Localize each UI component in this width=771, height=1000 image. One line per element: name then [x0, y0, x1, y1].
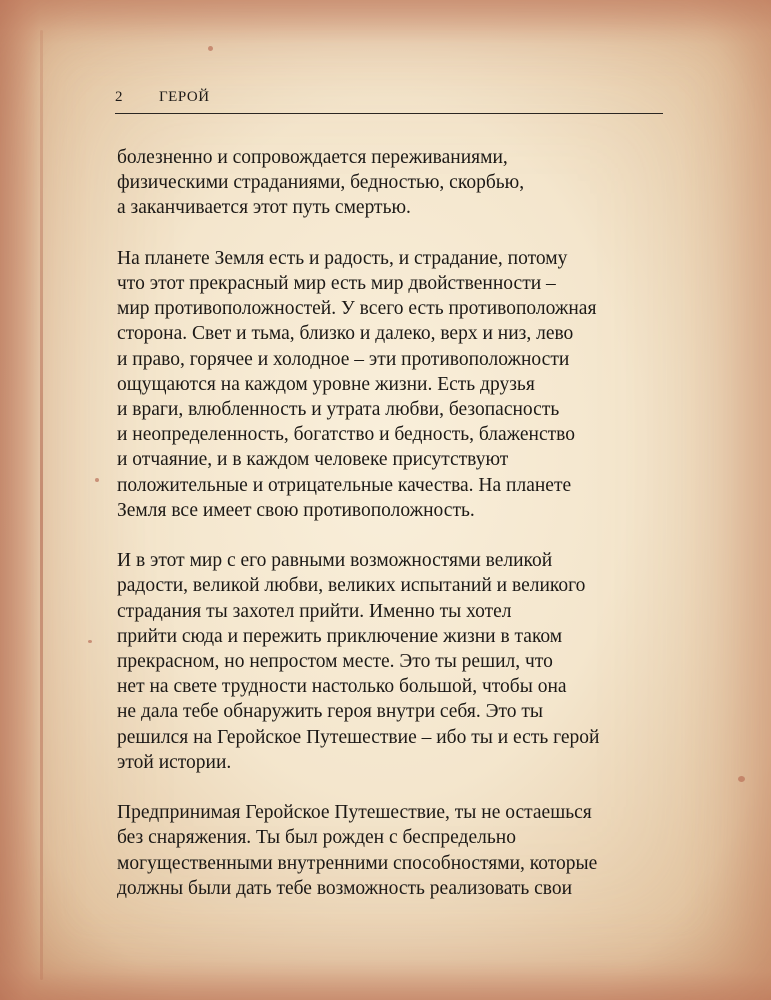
- page-binding: [0, 0, 40, 1000]
- page-number: 2: [115, 89, 123, 105]
- text-line: прийти сюда и пережить приключение жизни в таком: [117, 625, 563, 647]
- paragraph: [117, 145, 677, 221]
- text-line: решился на Геройское Путешествие – ибо ты и есть герой: [117, 726, 600, 748]
- text-line: мир противоположностей. У всего есть противоположная: [117, 298, 597, 320]
- text-line: физическими страданиями, бедностью, скорбью,: [117, 172, 525, 194]
- text-line: этой истории.: [117, 751, 232, 773]
- text-line: Предпринимая Геройское Путешествие, ты не остаешься: [117, 802, 592, 824]
- text-line: положительные и отрицательные качества. На планете: [117, 474, 572, 496]
- paragraph: [117, 246, 677, 523]
- text-line: прекрасном, но непростом месте. Это ты решил, что: [117, 651, 553, 673]
- stain-spot: [208, 46, 213, 51]
- text-line: должны были дать тебе возможность реализовать свои: [117, 877, 573, 899]
- binding-crease: [40, 30, 43, 980]
- text-line: Земля все имеет свою противоположность.: [117, 499, 475, 521]
- page-top-edge: [0, 0, 771, 44]
- text-line: не дала тебе обнаружить героя внутри себя. Это ты: [117, 701, 543, 723]
- text-line: нет на свете трудности настолько большой, чтобы она: [117, 676, 567, 698]
- body-text: [117, 145, 677, 926]
- text-line: И в этот мир с его равными возможностями великой: [117, 550, 553, 572]
- text-line: сторона. Свет и тьма, близко и далеко, верх и низ, лево: [117, 323, 574, 345]
- text-line: а заканчивается этот путь смертью.: [117, 197, 411, 219]
- page-bottom-edge: [0, 960, 771, 1000]
- text-line: страдания ты захотел прийти. Именно ты хотел: [117, 600, 512, 622]
- text-line: и право, горячее и холодное – эти противоположности: [117, 348, 570, 370]
- text-line: радости, великой любви, великих испытаний и великого: [117, 575, 586, 597]
- text-line: ощущаются на каждом уровне жизни. Есть друзья: [117, 373, 535, 395]
- text-line: и враги, влюбленность и утрата любви, безопасность: [117, 399, 560, 421]
- paragraph: [117, 800, 677, 901]
- paragraph: [117, 548, 677, 775]
- stain-spot: [738, 776, 745, 782]
- text-line: могущественными внутренними способностями, которые: [117, 852, 598, 874]
- text-line: На планете Земля есть и радость, и страдание, потому: [117, 247, 568, 269]
- text-line: без снаряжения. Ты был рожден с беспредельно: [117, 827, 516, 849]
- text-line: болезненно и сопровождается переживаниями,: [117, 147, 508, 168]
- text-line: что этот прекрасный мир есть мир двойственности –: [117, 273, 556, 294]
- text-line: и отчаяние, и в каждом человеке присутствуют: [117, 449, 509, 471]
- text-line: и неопределенность, богатство и бедность, блаженство: [117, 424, 575, 446]
- running-title: ГЕРОЙ: [159, 89, 210, 105]
- stain-spot: [88, 640, 92, 643]
- running-header: [115, 87, 663, 114]
- stain-spot: [95, 478, 99, 482]
